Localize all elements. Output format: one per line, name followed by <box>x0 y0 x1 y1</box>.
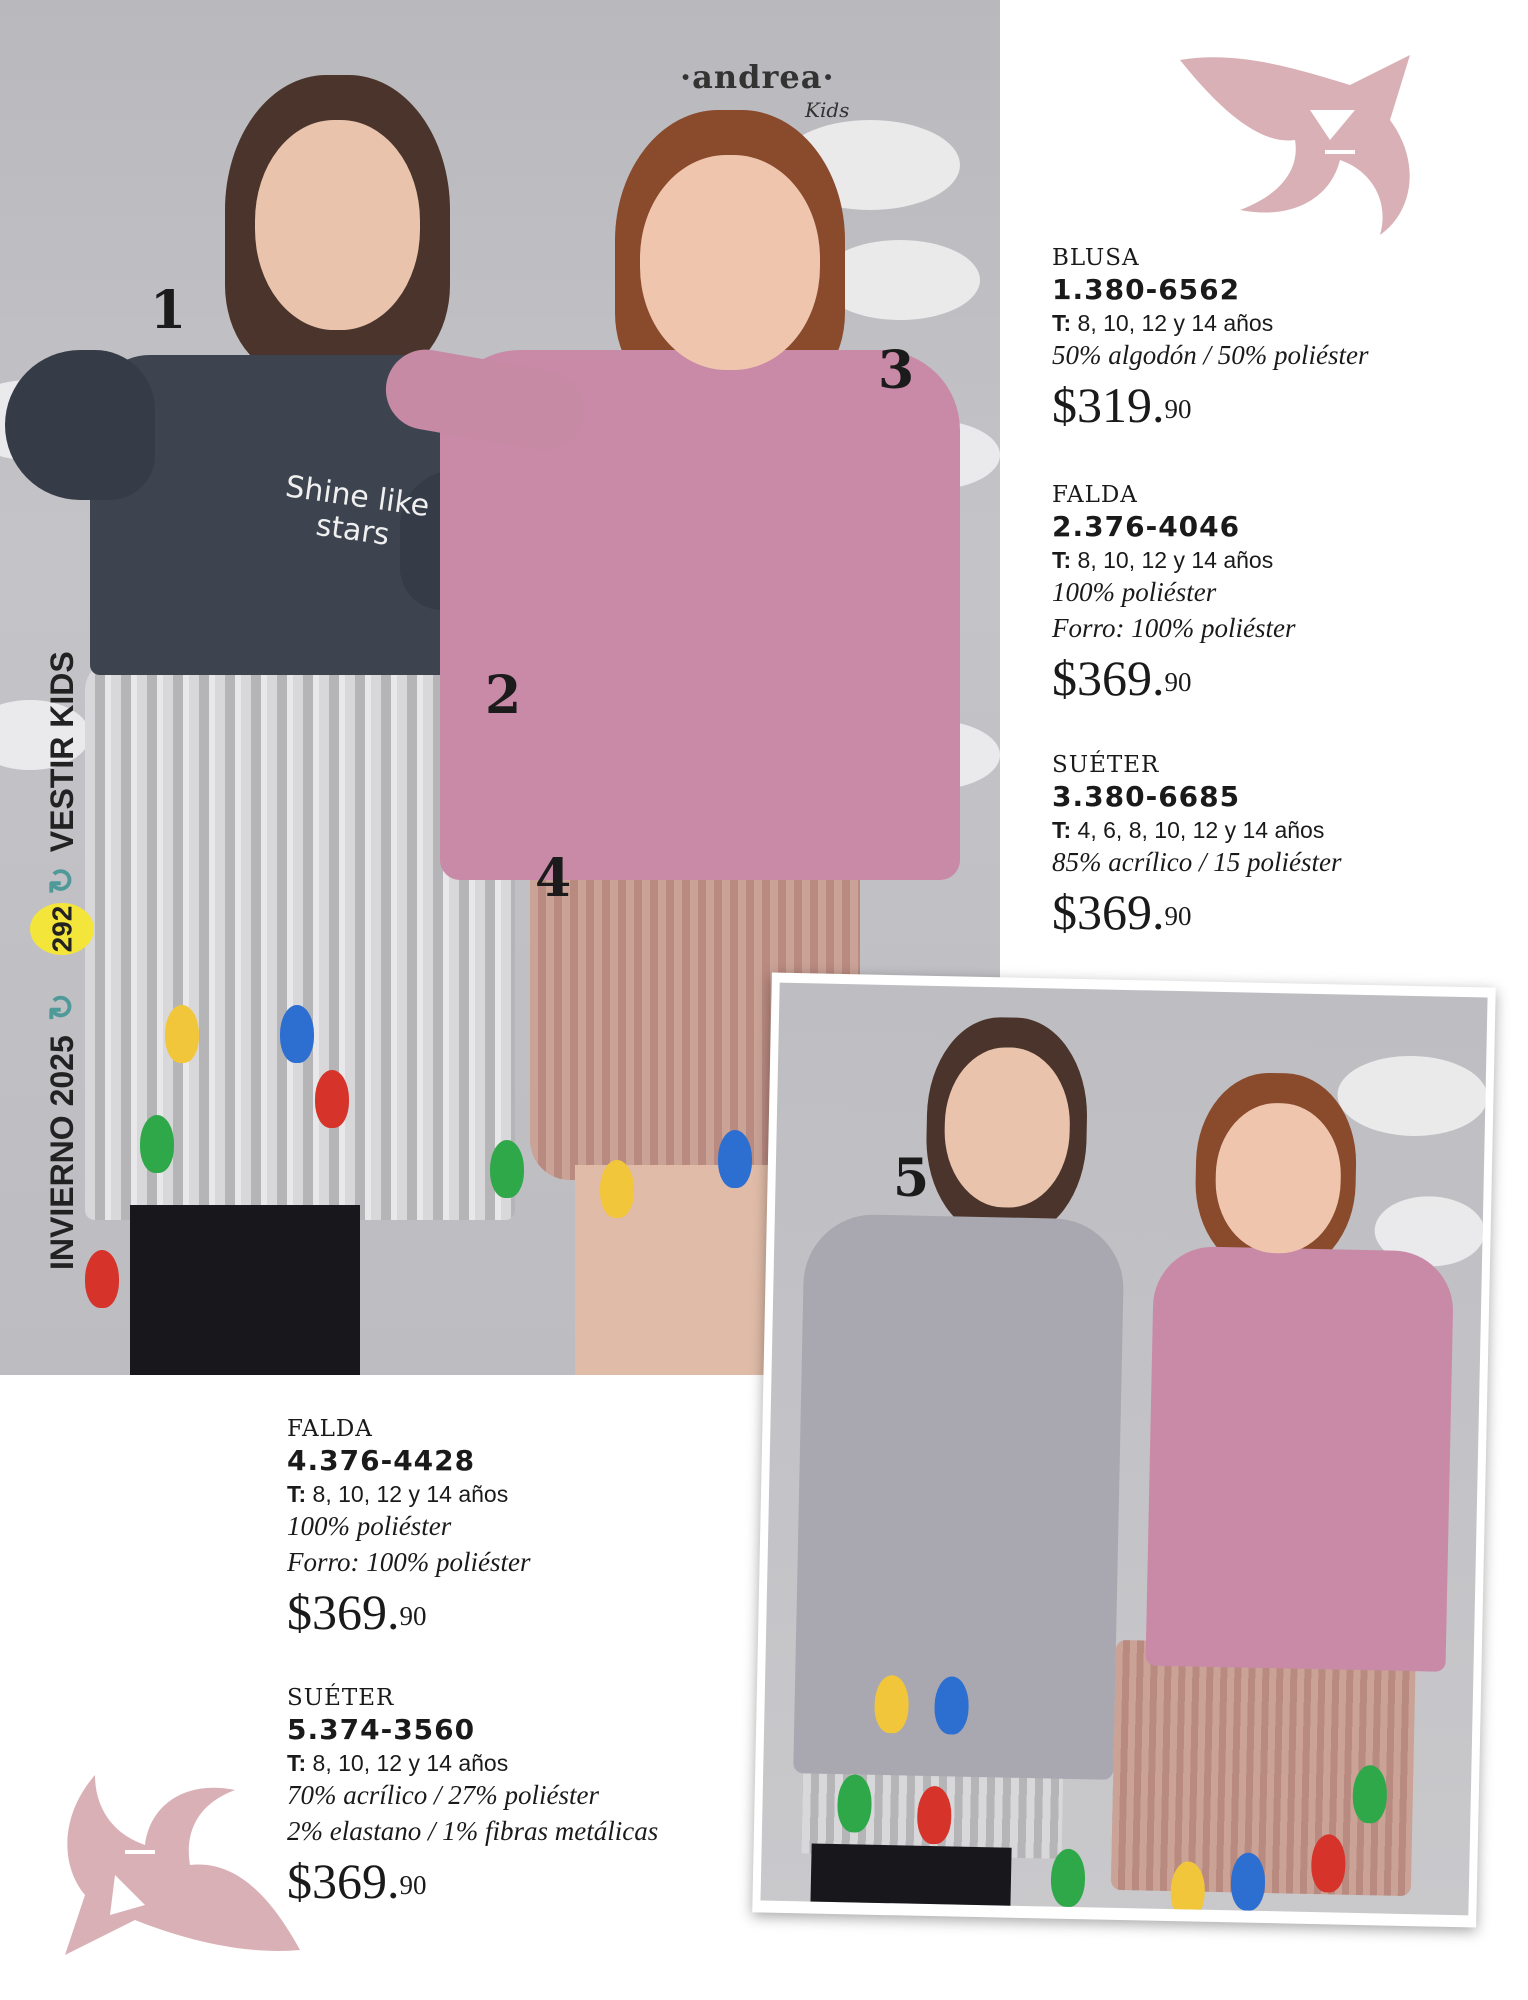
product-5 <box>287 1685 658 1909</box>
product-code: 3.380-6685 <box>1052 780 1241 813</box>
item-number-4: 4 <box>535 848 572 909</box>
product-2 <box>1052 482 1295 706</box>
product-code: 4.376-4428 <box>287 1444 476 1477</box>
product-code: 1.380-6562 <box>1052 273 1241 306</box>
swirl-icon: ↻ <box>43 866 81 895</box>
product-3 <box>1052 752 1341 940</box>
swirl-icon: ↻ <box>43 992 81 1022</box>
product-4 <box>287 1416 530 1640</box>
shirt-print-text: Shine like stars <box>283 469 432 553</box>
product-sizes: T: 4, 6, 8, 10, 12 y 14 años <box>1052 817 1325 843</box>
page-number: 292 <box>46 905 77 953</box>
product-material: 50% algodón / 50% poliéster <box>1052 340 1369 370</box>
product-category: FALDA <box>1052 482 1138 508</box>
product-material: 100% poliéster <box>1052 577 1217 607</box>
page-number-badge <box>30 903 94 955</box>
product-1 <box>1052 245 1368 433</box>
secondary-photo <box>752 973 1496 1928</box>
product-sizes: T: 8, 10, 12 y 14 años <box>1052 310 1274 336</box>
product-lining: Forro: 100% poliéster <box>1052 613 1296 643</box>
product-code: 2.376-4046 <box>1052 510 1241 543</box>
product-material: 85% acrílico / 15 poliéster <box>1052 847 1342 877</box>
product-price: $369.90 <box>287 1853 427 1909</box>
product-price: $369.90 <box>1052 884 1192 940</box>
side-label <box>42 650 82 1270</box>
item-number-5: 5 <box>893 1148 930 1209</box>
product-category: BLUSA <box>1052 245 1140 271</box>
brand-logo: ·andrea· <box>680 58 835 96</box>
product-sizes: T: 8, 10, 12 y 14 años <box>1052 547 1274 573</box>
item-number-2: 2 <box>485 665 522 726</box>
product-material: 100% poliéster <box>287 1511 452 1541</box>
product-price: $319.90 <box>1052 377 1192 433</box>
item-number-1: 1 <box>150 280 187 341</box>
ornament-bottom-left <box>55 1755 305 1960</box>
product-price: $369.90 <box>1052 650 1192 706</box>
item-number-3: 3 <box>878 340 915 401</box>
product-category: SUÉTER <box>287 1685 395 1711</box>
brand-sub: Kids <box>805 98 850 122</box>
section-label: VESTIR KIDS <box>43 651 80 853</box>
product-lining: Forro: 100% poliéster <box>287 1547 531 1577</box>
product-code: 5.374-3560 <box>287 1713 476 1746</box>
product-price: $369.90 <box>287 1584 427 1640</box>
product-sizes: T: 8, 10, 12 y 14 años <box>287 1481 509 1507</box>
ornament-top-right <box>1180 50 1430 250</box>
season-label: INVIERNO 2025 <box>43 1035 80 1270</box>
product-category: SUÉTER <box>1052 752 1160 778</box>
product-material: 70% acrílico / 27% poliéster <box>287 1780 599 1810</box>
product-category: FALDA <box>287 1416 373 1442</box>
product-material-2: 2% elastano / 1% fibras metálicas <box>287 1816 659 1846</box>
product-sizes: T: 8, 10, 12 y 14 años <box>287 1750 509 1776</box>
